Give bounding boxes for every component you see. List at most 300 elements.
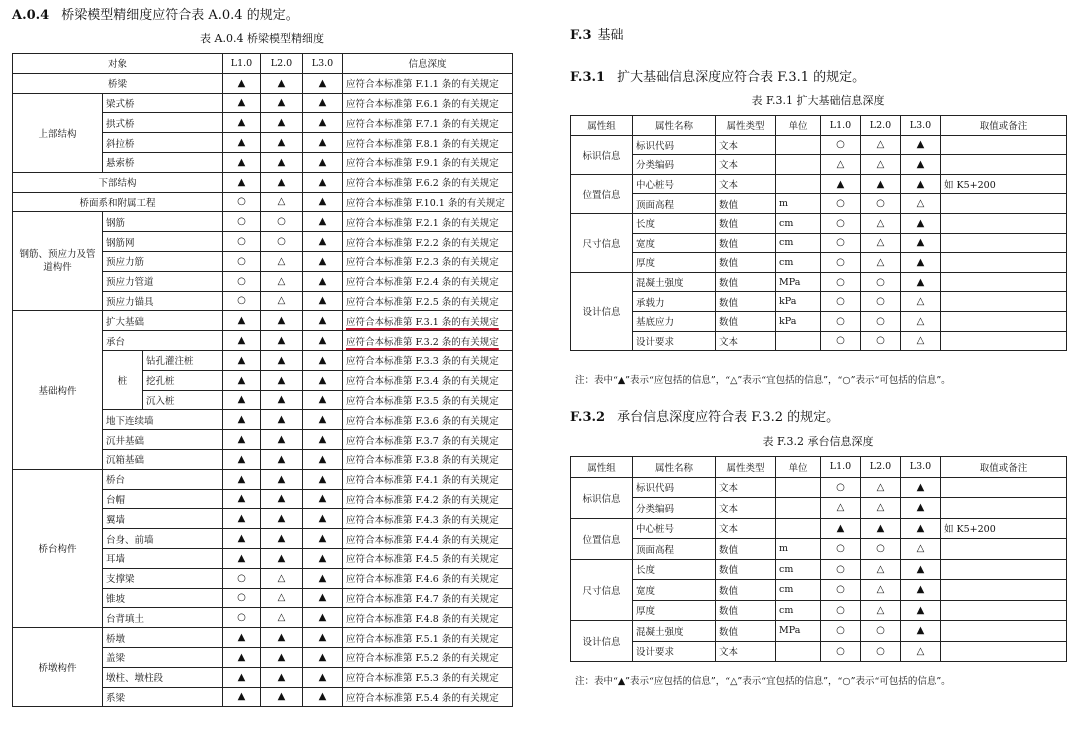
object-subitem: 翼墙	[103, 509, 223, 529]
depth-symbol-l1: ▲	[223, 667, 261, 687]
depth-symbol-l3: ▲	[303, 449, 343, 469]
info-depth	[343, 212, 513, 232]
table-f31	[570, 115, 1067, 351]
depth-symbol-l3: △	[901, 292, 941, 312]
attribute-remark	[941, 600, 1067, 621]
table-row	[571, 155, 1067, 175]
attribute-type: 文本	[716, 498, 776, 519]
table-row	[571, 498, 1067, 519]
depth-symbol-l3: ▲	[303, 291, 343, 311]
table-header: 属性类型	[716, 116, 776, 136]
attribute-remark: 如 K5+200	[941, 174, 1067, 194]
depth-symbol-l3: ▲	[901, 135, 941, 155]
depth-symbol-l3: ▲	[303, 232, 343, 252]
attribute-name: 厚度	[633, 600, 716, 621]
info-depth-text: 应符合本标准第 F.10.1 条的有关规定	[346, 197, 505, 209]
depth-symbol-l1: ▲	[223, 390, 261, 410]
info-depth	[343, 647, 513, 667]
info-depth	[343, 509, 513, 529]
table-header: 属性类型	[716, 457, 776, 478]
depth-symbol-l1: ○	[223, 192, 261, 212]
info-depth-text: 应符合本标准第 F.5.1 条的有关规定	[346, 633, 499, 645]
attribute-remark	[941, 580, 1067, 601]
depth-symbol-l1: ○	[821, 621, 861, 642]
attribute-unit: m	[776, 539, 821, 560]
depth-symbol-l1: ▲	[223, 628, 261, 648]
info-depth-text: 应符合本标准第 F.3.2 条的有关规定	[346, 336, 499, 348]
info-depth-text: 应符合本标准第 F.6.1 条的有关规定	[346, 98, 499, 110]
info-depth-text: 应符合本标准第 F.9.1 条的有关规定	[346, 158, 499, 170]
depth-symbol-l2: ▲	[261, 449, 303, 469]
depth-symbol-l1: ○	[821, 600, 861, 621]
depth-symbol-l3: ▲	[901, 600, 941, 621]
depth-symbol-l2: ▲	[261, 430, 303, 450]
info-depth	[343, 133, 513, 153]
object-category: 桥梁	[13, 73, 223, 93]
attribute-type: 数值	[716, 253, 776, 273]
depth-symbol-l3: ▲	[303, 410, 343, 430]
depth-symbol-l2: ▲	[261, 489, 303, 509]
info-depth	[343, 370, 513, 390]
table-header: 取值或备注	[941, 457, 1067, 478]
depth-symbol-l1: ▲	[223, 152, 261, 172]
table-f32-caption: 表 F.3.2 承台信息深度	[762, 435, 874, 448]
info-depth	[343, 628, 513, 648]
depth-symbol-l3: ▲	[303, 687, 343, 707]
attribute-unit: MPa	[776, 621, 821, 642]
attribute-unit	[776, 174, 821, 194]
depth-symbol-l2: ▲	[261, 667, 303, 687]
info-depth	[343, 113, 513, 133]
table-row	[571, 331, 1067, 351]
info-depth-text: 应符合本标准第 F.6.2 条的有关规定	[346, 178, 499, 190]
depth-symbol-l2: ▲	[261, 687, 303, 707]
attribute-group: 设计信息	[571, 272, 633, 350]
object-subitem: 锥坡	[103, 588, 223, 608]
depth-symbol-l3: ▲	[303, 390, 343, 410]
attribute-type: 数值	[716, 292, 776, 312]
info-depth	[343, 548, 513, 568]
info-depth	[343, 311, 513, 331]
table-row	[13, 469, 513, 489]
attribute-remark	[941, 135, 1067, 155]
depth-symbol-l1: ▲	[223, 311, 261, 331]
attribute-type: 数值	[716, 233, 776, 253]
info-depth-text: 应符合本标准第 F.3.1 条的有关规定	[346, 316, 499, 328]
attribute-group: 设计信息	[571, 621, 633, 662]
object-category: 基础构件	[13, 311, 103, 469]
table-f31-note: 注：表中“▲”表示“应包括的信息”，“△”表示“宜包括的信息”，“○”表示“可包括的信息”。	[575, 375, 951, 386]
table-row	[571, 559, 1067, 580]
attribute-name: 承载力	[633, 292, 716, 312]
header-l2: L2.0	[261, 54, 303, 74]
object-subitem: 钢筋	[103, 212, 223, 232]
attribute-type: 数值	[716, 311, 776, 331]
attribute-unit: cm	[776, 600, 821, 621]
info-depth-text: 应符合本标准第 F.3.6 条的有关规定	[346, 415, 499, 427]
depth-symbol-l3: ▲	[303, 311, 343, 331]
table-header: 属性名称	[633, 116, 716, 136]
table-row	[571, 539, 1067, 560]
depth-symbol-l2: ○	[861, 272, 901, 292]
info-depth	[343, 232, 513, 252]
depth-symbol-l3: ▲	[303, 93, 343, 113]
table-row	[13, 192, 513, 212]
section-f3	[570, 24, 624, 43]
attribute-type: 数值	[716, 539, 776, 560]
info-depth	[343, 73, 513, 93]
depth-symbol-l3: ▲	[303, 113, 343, 133]
depth-symbol-l2: △	[261, 568, 303, 588]
depth-symbol-l3: ▲	[303, 667, 343, 687]
table-row	[571, 641, 1067, 662]
depth-symbol-l3: ▲	[303, 331, 343, 351]
depth-symbol-l2: ▲	[261, 73, 303, 93]
depth-symbol-l3: △	[901, 641, 941, 662]
table-header-row	[571, 116, 1067, 136]
depth-symbol-l2: ○	[861, 621, 901, 642]
depth-symbol-l2: ○	[861, 194, 901, 214]
header-l1: L1.0	[223, 54, 261, 74]
table-row	[571, 174, 1067, 194]
table-row	[13, 93, 513, 113]
info-depth	[343, 271, 513, 291]
depth-symbol-l1: ○	[223, 271, 261, 291]
depth-symbol-l2: ▲	[261, 548, 303, 568]
table-row	[13, 212, 513, 232]
depth-symbol-l2: ○	[261, 232, 303, 252]
table-row	[571, 213, 1067, 233]
object-subitem: 支撑梁	[103, 568, 223, 588]
clause-a04	[12, 4, 299, 23]
depth-symbol-l2: ▲	[261, 152, 303, 172]
depth-symbol-l1: ○	[821, 272, 861, 292]
depth-symbol-l3: ▲	[901, 621, 941, 642]
depth-symbol-l2: ○	[861, 331, 901, 351]
attribute-type: 文本	[716, 641, 776, 662]
table-header: 单位	[776, 116, 821, 136]
depth-symbol-l1: ▲	[223, 113, 261, 133]
attribute-group: 标识信息	[571, 135, 633, 174]
object-subitem: 沉箱基础	[103, 449, 223, 469]
object-subitem: 沉井基础	[103, 430, 223, 450]
depth-symbol-l1: ○	[821, 194, 861, 214]
depth-symbol-l1: ▲	[223, 133, 261, 153]
info-depth	[343, 390, 513, 410]
attribute-remark	[941, 233, 1067, 253]
depth-symbol-l1: ○	[821, 539, 861, 560]
info-depth-text: 应符合本标准第 F.4.5 条的有关规定	[346, 554, 499, 566]
depth-symbol-l3: ▲	[901, 559, 941, 580]
attribute-type: 数值	[716, 559, 776, 580]
attribute-type: 文本	[716, 155, 776, 175]
table-row	[571, 135, 1067, 155]
attribute-remark	[941, 292, 1067, 312]
attribute-name: 宽度	[633, 580, 716, 601]
attribute-name: 长度	[633, 559, 716, 580]
table-header: 属性名称	[633, 457, 716, 478]
depth-symbol-l3: ▲	[303, 271, 343, 291]
clause-number: F.3.1	[570, 70, 606, 85]
attribute-remark	[941, 194, 1067, 214]
depth-symbol-l2: △	[861, 253, 901, 273]
depth-symbol-l2: △	[261, 251, 303, 271]
attribute-remark	[941, 498, 1067, 519]
attribute-unit	[776, 477, 821, 498]
depth-symbol-l2: ▲	[261, 370, 303, 390]
table-header-row	[13, 54, 513, 74]
object-subitem: 地下连续墙	[103, 410, 223, 430]
depth-symbol-l1: ○	[821, 135, 861, 155]
clause-text: 承台信息深度应符合表 F.3.2 的规定。	[617, 410, 840, 425]
attribute-remark	[941, 253, 1067, 273]
info-depth	[343, 489, 513, 509]
depth-symbol-l1: ▲	[223, 93, 261, 113]
info-depth	[343, 192, 513, 212]
depth-symbol-l3: ▲	[303, 430, 343, 450]
depth-symbol-l2: ▲	[861, 518, 901, 539]
object-category: 桥台构件	[13, 469, 103, 627]
depth-symbol-l1: ▲	[223, 331, 261, 351]
info-depth-text: 应符合本标准第 F.2.4 条的有关规定	[346, 277, 499, 289]
object-subitem: 桩	[103, 350, 143, 409]
attribute-type: 数值	[716, 621, 776, 642]
attribute-name: 中心桩号	[633, 518, 716, 539]
depth-symbol-l1: ▲	[223, 647, 261, 667]
clause-number: A.0.4	[12, 8, 50, 23]
depth-symbol-l3: ▲	[901, 155, 941, 175]
table-row	[571, 311, 1067, 331]
table-f31-caption: 表 F.3.1 扩大基础信息深度	[751, 94, 885, 107]
table-row	[13, 73, 513, 93]
depth-symbol-l2: ▲	[261, 647, 303, 667]
attribute-unit: cm	[776, 253, 821, 273]
depth-symbol-l1: ○	[223, 212, 261, 232]
depth-symbol-l3: ▲	[303, 133, 343, 153]
object-subitem: 墩柱、墩柱段	[103, 667, 223, 687]
info-depth	[343, 93, 513, 113]
depth-symbol-l3: ▲	[901, 174, 941, 194]
attribute-type: 文本	[716, 518, 776, 539]
table-header: 取值或备注	[941, 116, 1067, 136]
table-header: L3.0	[901, 116, 941, 136]
depth-symbol-l3: ▲	[303, 350, 343, 370]
info-depth-text: 应符合本标准第 F.4.3 条的有关规定	[346, 514, 499, 526]
table-f32-note: 注：表中“▲”表示“应包括的信息”，“△”表示“宜包括的信息”，“○”表示“可包括的信息”。	[575, 676, 951, 687]
attribute-remark	[941, 272, 1067, 292]
object-subitem: 预应力管道	[103, 271, 223, 291]
depth-symbol-l3: ▲	[303, 588, 343, 608]
depth-symbol-l2: △	[861, 580, 901, 601]
depth-symbol-l1: ▲	[223, 410, 261, 430]
attribute-name: 顶面高程	[633, 539, 716, 560]
object-subitem: 预应力筋	[103, 251, 223, 271]
info-depth-text: 应符合本标准第 F.3.7 条的有关规定	[346, 435, 499, 447]
info-depth-text: 应符合本标准第 F.2.2 条的有关规定	[346, 237, 499, 249]
object-subitem: 拱式桥	[103, 113, 223, 133]
attribute-remark	[941, 155, 1067, 175]
table-a04-caption: 表 A.0.4 桥梁模型精细度	[200, 32, 324, 45]
object-subitem: 桥墩	[103, 628, 223, 648]
info-depth-text: 应符合本标准第 F.4.2 条的有关规定	[346, 494, 499, 506]
section-number: F.3	[570, 28, 592, 43]
depth-symbol-l2: △	[261, 192, 303, 212]
object-subitem: 台身、前墙	[103, 529, 223, 549]
info-depth	[343, 152, 513, 172]
depth-symbol-l3: ▲	[901, 272, 941, 292]
object-subitem: 钻孔灌注桩	[143, 350, 223, 370]
depth-symbol-l3: ▲	[303, 509, 343, 529]
attribute-unit: cm	[776, 213, 821, 233]
attribute-unit	[776, 641, 821, 662]
info-depth	[343, 608, 513, 628]
depth-symbol-l1: ▲	[223, 509, 261, 529]
depth-symbol-l2: ▲	[261, 509, 303, 529]
depth-symbol-l1: ○	[821, 559, 861, 580]
object-subitem: 预应力锚具	[103, 291, 223, 311]
depth-symbol-l2: △	[261, 588, 303, 608]
attribute-type: 数值	[716, 194, 776, 214]
object-subitem: 台背填土	[103, 608, 223, 628]
attribute-unit: cm	[776, 580, 821, 601]
info-depth	[343, 172, 513, 192]
depth-symbol-l2: △	[261, 291, 303, 311]
depth-symbol-l3: ▲	[303, 212, 343, 232]
info-depth-text: 应符合本标准第 F.4.8 条的有关规定	[346, 613, 499, 625]
table-row	[13, 628, 513, 648]
depth-symbol-l2: ○	[861, 292, 901, 312]
attribute-unit	[776, 135, 821, 155]
depth-symbol-l1: ○	[223, 608, 261, 628]
attribute-unit: kPa	[776, 311, 821, 331]
table-f32	[570, 456, 1067, 662]
depth-symbol-l2: ▲	[261, 311, 303, 331]
info-depth	[343, 291, 513, 311]
depth-symbol-l3: ▲	[901, 477, 941, 498]
attribute-remark	[941, 311, 1067, 331]
attribute-type: 数值	[716, 213, 776, 233]
attribute-name: 设计要求	[633, 331, 716, 351]
info-depth-text: 应符合本标准第 F.5.2 条的有关规定	[346, 653, 499, 665]
attribute-name: 厚度	[633, 253, 716, 273]
info-depth	[343, 588, 513, 608]
info-depth-text: 应符合本标准第 F.3.8 条的有关规定	[346, 455, 499, 467]
depth-symbol-l2: △	[861, 213, 901, 233]
depth-symbol-l3: ▲	[303, 568, 343, 588]
info-depth	[343, 410, 513, 430]
table-header: 单位	[776, 457, 821, 478]
attribute-name: 基底应力	[633, 311, 716, 331]
attribute-unit: cm	[776, 233, 821, 253]
object-category: 钢筋、预应力及管道构件	[13, 212, 103, 311]
depth-symbol-l1: ○	[821, 213, 861, 233]
depth-symbol-l3: ▲	[303, 529, 343, 549]
attribute-unit	[776, 518, 821, 539]
info-depth-text: 应符合本标准第 F.2.3 条的有关规定	[346, 257, 499, 269]
table-header: L2.0	[861, 116, 901, 136]
table-row	[571, 272, 1067, 292]
object-subitem: 桥台	[103, 469, 223, 489]
attribute-name: 标识代码	[633, 135, 716, 155]
table-row	[571, 600, 1067, 621]
depth-symbol-l3: ▲	[303, 469, 343, 489]
info-depth-text: 应符合本标准第 F.5.3 条的有关规定	[346, 673, 499, 685]
depth-symbol-l2: ▲	[261, 390, 303, 410]
attribute-name: 宽度	[633, 233, 716, 253]
object-category: 桥面系和附属工程	[13, 192, 223, 212]
table-row	[571, 194, 1067, 214]
depth-symbol-l1: ▲	[223, 548, 261, 568]
depth-symbol-l2: ○	[861, 539, 901, 560]
attribute-remark	[941, 539, 1067, 560]
table-header: 属性组	[571, 116, 633, 136]
depth-symbol-l3: ▲	[901, 233, 941, 253]
depth-symbol-l2: ▲	[261, 410, 303, 430]
info-depth-text: 应符合本标准第 F.8.1 条的有关规定	[346, 138, 499, 150]
table-row	[571, 621, 1067, 642]
attribute-unit: cm	[776, 559, 821, 580]
attribute-name: 分类编码	[633, 498, 716, 519]
table-row	[571, 518, 1067, 539]
depth-symbol-l2: ▲	[261, 93, 303, 113]
depth-symbol-l1: ○	[223, 232, 261, 252]
depth-symbol-l1: ▲	[223, 469, 261, 489]
attribute-name: 混凝土强度	[633, 272, 716, 292]
attribute-name: 混凝土强度	[633, 621, 716, 642]
object-subitem: 梁式桥	[103, 93, 223, 113]
depth-symbol-l1: ○	[821, 311, 861, 331]
info-depth-text: 应符合本标准第 F.5.4 条的有关规定	[346, 692, 499, 704]
attribute-group: 尺寸信息	[571, 559, 633, 621]
depth-symbol-l2: ▲	[261, 113, 303, 133]
attribute-remark: 如 K5+200	[941, 518, 1067, 539]
info-depth	[343, 687, 513, 707]
depth-symbol-l3: ▲	[303, 628, 343, 648]
attribute-unit	[776, 498, 821, 519]
info-depth-text: 应符合本标准第 F.4.4 条的有关规定	[346, 534, 499, 546]
info-depth	[343, 251, 513, 271]
depth-symbol-l1: ▲	[821, 174, 861, 194]
object-subitem: 沉入桩	[143, 390, 223, 410]
depth-symbol-l2: ○	[861, 641, 901, 662]
depth-symbol-l3: ▲	[303, 251, 343, 271]
depth-symbol-l1: ○	[223, 568, 261, 588]
info-depth-text: 应符合本标准第 F.4.1 条的有关规定	[346, 475, 499, 487]
depth-symbol-l1: ▲	[223, 687, 261, 707]
info-depth-text: 应符合本标准第 F.1.1 条的有关规定	[346, 79, 499, 91]
depth-symbol-l1: ▲	[223, 430, 261, 450]
info-depth	[343, 449, 513, 469]
attribute-group: 尺寸信息	[571, 213, 633, 272]
depth-symbol-l1: ▲	[223, 489, 261, 509]
attribute-type: 文本	[716, 477, 776, 498]
table-header: L1.0	[821, 457, 861, 478]
depth-symbol-l1: ○	[821, 477, 861, 498]
attribute-name: 顶面高程	[633, 194, 716, 214]
depth-symbol-l3: ▲	[303, 489, 343, 509]
depth-symbol-l3: ▲	[901, 213, 941, 233]
depth-symbol-l3: △	[901, 194, 941, 214]
clause-text: 扩大基础信息深度应符合表 F.3.1 的规定。	[617, 70, 866, 85]
depth-symbol-l2: ▲	[261, 331, 303, 351]
depth-symbol-l2: ▲	[261, 628, 303, 648]
attribute-unit	[776, 331, 821, 351]
depth-symbol-l2: ○	[261, 212, 303, 232]
object-category: 上部结构	[13, 93, 103, 172]
info-depth-text: 应符合本标准第 F.3.5 条的有关规定	[346, 395, 499, 407]
table-header-row	[571, 457, 1067, 478]
depth-symbol-l3: ▲	[303, 608, 343, 628]
